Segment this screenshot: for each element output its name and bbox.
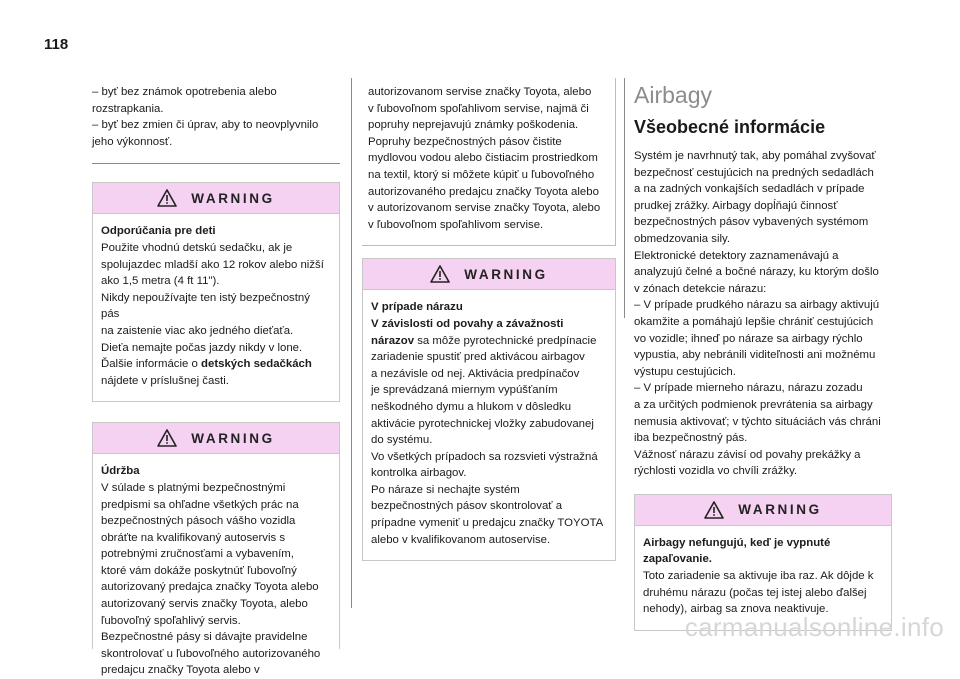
text-line: prípadne vymeniť u predajcu značky TOYOTA: [371, 517, 604, 530]
warning-heading: zapaľovanie.: [643, 553, 712, 566]
text-line: do systému.: [371, 434, 433, 447]
text-line: zariadenie spustiť pred aktivácou airbagov: [371, 351, 585, 364]
text-line: ľubovoľný spoľahlivý servis.: [101, 614, 241, 627]
text-line: analyzujú čelné a bočné nárazy, ku ktorým došlo: [634, 266, 879, 279]
warning-box-maintenance: [92, 422, 340, 677]
text-line: [101, 356, 331, 373]
text-line: nemusia aktivovať; v týchto situáciách vás chráni: [634, 415, 881, 428]
text-line: Vážnosť nárazu závisí od povahy prekážky a: [634, 448, 861, 461]
column-2: [362, 78, 616, 561]
text-line: [371, 333, 607, 350]
text-line: obmedzovania sily.: [634, 232, 731, 245]
watermark: carmanualsonline.info: [684, 612, 944, 642]
column-3: [634, 78, 892, 631]
text-line: nájdete v príslušnej časti.: [101, 374, 229, 387]
text-line: jeho výkonnosť.: [92, 135, 173, 148]
text-line: a nezávisle od nej. Aktivácia predpínačov: [371, 367, 580, 380]
text-line: bezpečnostných pásoch vášho vozidla: [101, 515, 296, 528]
text-fragment: sa môže pyrotechnické predpínacie: [414, 334, 597, 347]
text-line: Použite vhodnú detskú sedačku, ak je: [101, 241, 293, 254]
text-line: rýchlosti vozidla vo chvíli zrážky.: [634, 465, 798, 478]
text-fragment-bold: detských sedačkách: [201, 358, 312, 371]
text-line: prudkej zrážky. Airbagy dopĺňajú činnosť: [634, 199, 838, 212]
text-line: aktivácie pyrotechnickej vložky zabudovanej: [371, 417, 594, 430]
text-line: v ľubovoľnom spoľahlivom servise, najmä či: [368, 102, 589, 115]
text-line: ako 1,5 metra (4 ft 11").: [101, 275, 220, 288]
page-number: 118: [44, 36, 69, 53]
column-divider: [624, 78, 625, 318]
text-line: Po náraze si nechajte systém: [371, 483, 520, 496]
text-line: v zónach detekcie nárazu:: [634, 282, 767, 295]
text-line: – V prípade mierneho nárazu, nárazu zozadu: [634, 382, 863, 395]
text-line: skontrolovať u ľubovoľného autorizovaného: [101, 647, 321, 660]
warning-box-collision: [362, 258, 616, 561]
text-line: autorizovaný predajca značky Toyota alebo: [101, 581, 319, 594]
text-line: – byť bez známok opotrebenia alebo: [92, 86, 277, 98]
text-line: bezpečnostných pásov vybavených systémom: [634, 216, 869, 229]
warning-box-children: [92, 182, 340, 402]
warning-body: [93, 214, 339, 401]
text-line: Elektronické detektory zaznamenávajú a: [634, 249, 839, 262]
column-divider: [351, 78, 352, 608]
warning-body: [93, 454, 339, 679]
warning-box-ignition: [634, 494, 892, 631]
warning-triangle-icon: [430, 265, 450, 283]
text-line: Dieťa nemajte počas jazdy nikdy v lone.: [101, 341, 303, 354]
text-line: alebo v kvalifikovanom autoservise.: [371, 533, 551, 546]
text-fragment-bold: nárazov: [371, 334, 415, 347]
text-line: predajcu značky Toyota alebo v: [101, 664, 260, 677]
text-line: vo vozidle; ihneď po náraze sa airbagy rýchlo: [634, 332, 863, 345]
text-line: autorizovaný servis značky Toyota, alebo: [101, 598, 308, 611]
warning-triangle-icon: [704, 501, 724, 519]
text-line: na textil, ktorý si môžete kúpiť u ľubovoľného: [368, 168, 595, 181]
section-title: Airbagy: [634, 82, 712, 108]
warning-triangle-icon: [157, 189, 177, 207]
airbag-info-text: [634, 148, 892, 480]
warning-title: WARNING: [191, 430, 275, 446]
text-line: spolujazdec mladší ako 12 rokov alebo nižší: [101, 258, 324, 271]
text-fragment: Ďalšie informácie o: [101, 358, 202, 371]
text-line: obráťte na kvalifikovaný autoservis s: [101, 531, 286, 544]
text-line: bezpečnostných pásov skontrolovať a: [371, 500, 563, 513]
text-line: iba bezpečnostný pás.: [634, 432, 748, 445]
text-line: a na zadných vonkajších sedadlách v prípade: [634, 183, 865, 196]
text-line: v ľubovoľnom spoľahlivom servise.: [368, 218, 544, 231]
warning-header: [635, 495, 891, 526]
text-line: Bezpečnostné pásy si dávajte pravidelne: [101, 631, 308, 644]
text-line: neškodného dymu a hlukom v dôsledku: [371, 400, 572, 413]
text-line: – byť bez zmien či úprav, aby to neovplyvnilo: [92, 119, 319, 132]
text-line: Toto zariadenie sa aktivuje iba raz. Ak dôjde k: [643, 570, 874, 583]
text-line: rozstrapkania.: [92, 102, 164, 115]
text-line: mydlovou vodou alebo čistiacim prostriedkom: [368, 152, 598, 165]
text-line: ktoré vám dokáže poskytnúť ľubovoľný: [101, 564, 297, 577]
section-subtitle: Všeobecné informácie: [634, 117, 826, 137]
text-line: v autorizovanom servise značky Toyota, alebo: [368, 202, 601, 215]
text-line: vypustia, aby nebránili viditeľnosti ani možnému: [634, 349, 876, 362]
text-line: V súlade s platnými bezpečnostnými: [101, 481, 286, 494]
text-line: je sprevádzaná miernym vypúšťaním: [371, 384, 558, 397]
text-line: popruhy neprejavujú známky poškodenia.: [368, 119, 579, 132]
text-line: a za určitých podmienok prevrátenia sa airbagy: [634, 398, 873, 411]
warning-triangle-icon: [157, 429, 177, 447]
warning-header: [363, 259, 615, 290]
text-line: Nikdy nepoužívajte ten istý bezpečnostný pás: [101, 291, 310, 321]
warning-title: WARNING: [464, 266, 548, 282]
warning-heading: V závislosti od povahy a závažnosti: [371, 317, 564, 330]
text-line: – V prípade prudkého nárazu sa airbagy aktivujú: [634, 299, 880, 312]
warning-title: WARNING: [191, 190, 275, 206]
warning-header: [93, 183, 339, 214]
warning-heading: V prípade nárazu: [371, 301, 463, 314]
column-1: [92, 78, 340, 677]
text-line: okamžite a pomáhajú lepšie chrániť cestujúcich: [634, 315, 874, 328]
warning-heading: Odporúčania pre deti: [101, 225, 216, 238]
text-line: predpismi sa ohľadne všetkých prác na: [101, 498, 299, 511]
warning-body: [363, 290, 615, 560]
continued-text-block: [362, 78, 616, 246]
warning-heading: Údržba: [101, 465, 140, 478]
text-line: potrebnými zručnosťami a vybavením,: [101, 548, 294, 561]
text-line: druhému nárazu (počas tej istej alebo ďalšej: [643, 586, 867, 599]
text-line: bezpečnosť cestujúcich na predných sedadlách: [634, 166, 874, 179]
text-line: Vo všetkých prípadoch sa rozsvieti výstražná: [371, 450, 598, 463]
warning-header: [93, 423, 339, 454]
warning-title: WARNING: [738, 502, 822, 518]
text-line: autorizovaného predajcu značky Toyota alebo: [368, 185, 599, 198]
warning-heading: Airbagy nefungujú, keď je vypnuté: [643, 536, 831, 549]
text-line: kontrolka airbagov.: [371, 467, 467, 480]
text-line: autorizovanom servise značky Toyota, alebo: [368, 86, 592, 98]
intro-text-block: [92, 78, 340, 164]
text-line: Popruhy bezpečnostných pásov čistite: [368, 135, 562, 148]
text-line: na zaistenie viac ako jedného dieťaťa.: [101, 324, 294, 337]
text-line: výstupu cestujúcich.: [634, 365, 736, 378]
text-line: Systém je navrhnutý tak, aby pomáhal zvyšovať: [634, 150, 876, 162]
text-line: nehody), airbag sa znova neaktivuje.: [643, 603, 829, 616]
